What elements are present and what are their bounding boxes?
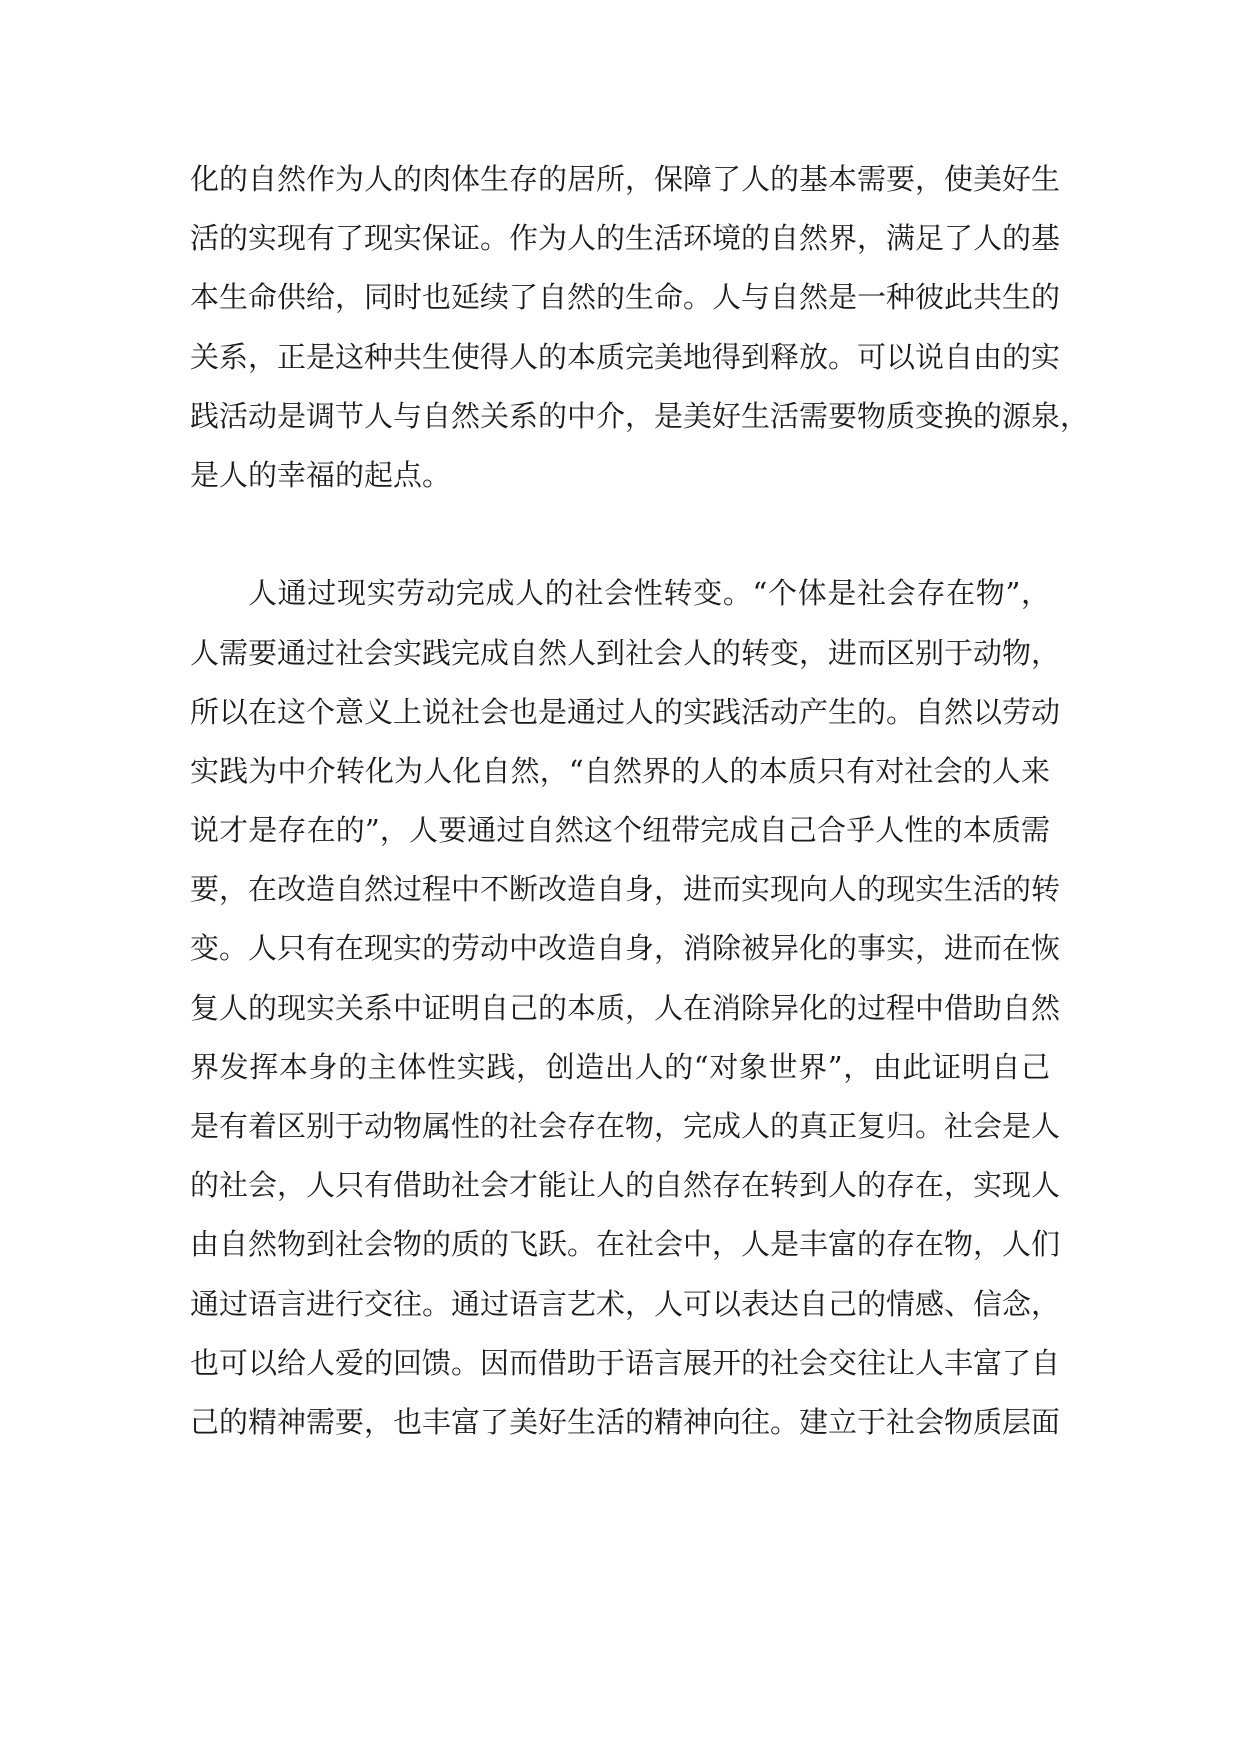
text-line: 也可以给人爱的回馈。因而借助于语言展开的社会交往让人丰富了自 xyxy=(190,1345,1061,1380)
text-line: 活的实现有了现实保证。作为人的生活环境的自然界，满足了人的基 xyxy=(190,221,1061,256)
text-line: 由自然物到社会物的质的飞跃。在社会中，人是丰富的存在物，人们 xyxy=(190,1227,1061,1262)
text-line: 所以在这个意义上说社会也是通过人的实践活动产生的。自然以劳动 xyxy=(190,694,1061,729)
text-line: 是人的幸福的起点。 xyxy=(190,457,452,492)
text-line: 复人的现实关系中证明自己的本质，人在消除异化的过程中借助自然 xyxy=(190,990,1061,1025)
text-line: 变。人只有在现实的劳动中改造自身，消除被异化的事实，进而在恢 xyxy=(190,931,1061,966)
text-line: 通过语言进行交往。通过语言艺术，人可以表达自己的情感、信念， xyxy=(190,1286,1061,1321)
paragraph-spacer xyxy=(190,505,1050,564)
text-line: 是有着区别于动物属性的社会存在物，完成人的真正复归。社会是人 xyxy=(190,1109,1061,1143)
document-body xyxy=(190,150,1090,1452)
text-line: 本生命供给，同时也延续了自然的生命。人与自然是一种彼此共生的 xyxy=(190,280,1061,315)
text-line: 人通过现实劳动完成人的社会性转变。“个体是社会存在物”， xyxy=(248,576,1050,611)
text-line: 界发挥本身的主体性实践，创造出人的“对象世界”，由此证明自己 xyxy=(190,1049,1050,1084)
text-line: 关系，正是这种共生使得人的本质完美地得到释放。可以说自由的实 xyxy=(190,339,1061,374)
text-line: 实践为中介转化为人化自然，“自然界的人的本质只有对社会的人来 xyxy=(190,753,1050,788)
text-line: 己的精神需要，也丰富了美好生活的精神向往。建立于社会物质层面 xyxy=(190,1404,1061,1439)
text-line: 的社会，人只有借助社会才能让人的自然存在转到人的存在，实现人 xyxy=(190,1168,1061,1203)
text-line: 要，在改造自然过程中不断改造自身，进而实现向人的现实生活的转 xyxy=(190,872,1061,907)
paragraph-1 xyxy=(190,150,1090,505)
text-line: 践活动是调节人与自然关系的中介，是美好生活需要物质变换的源泉， xyxy=(190,398,1090,433)
text-line: 说才是存在的”，人要通过自然这个纽带完成自己合乎人性的本质需 xyxy=(190,813,1050,848)
paragraph-2 xyxy=(190,564,1061,1452)
text-line: 人需要通过社会实践完成自然人到社会人的转变，进而区别于动物， xyxy=(190,635,1061,670)
text-line: 化的自然作为人的肉体生存的居所，保障了人的基本需要，使美好生 xyxy=(190,162,1061,196)
